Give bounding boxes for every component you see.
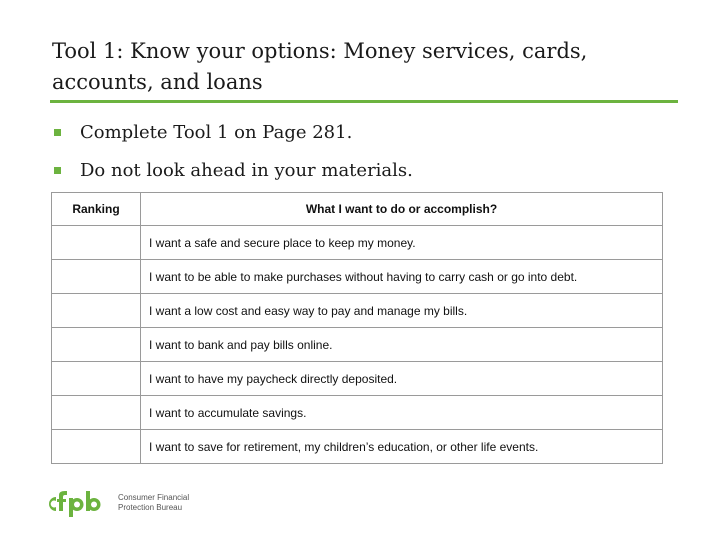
- table-header-row: [52, 193, 663, 226]
- table-row: [52, 396, 663, 430]
- ranking-cell[interactable]: [52, 226, 141, 260]
- square-bullet-icon: [54, 129, 61, 136]
- bullet-text: Complete Tool 1 on Page 281.: [80, 122, 353, 143]
- header-ranking: Ranking: [52, 193, 141, 226]
- table-row: [52, 294, 663, 328]
- logo-line-2: Protection Bureau: [118, 503, 183, 512]
- table-row: [52, 430, 663, 464]
- options-table: [51, 192, 663, 464]
- bullet-item: [54, 122, 413, 144]
- goal-cell: I want a safe and secure place to keep my money.: [141, 226, 663, 260]
- goal-cell: I want to have my paycheck directly deposited.: [141, 362, 663, 396]
- table-row: [52, 260, 663, 294]
- table-row: [52, 328, 663, 362]
- ranking-cell[interactable]: [52, 294, 141, 328]
- goal-cell: I want to bank and pay bills online.: [141, 328, 663, 362]
- goal-cell: I want to save for retirement, my children’s education, or other life events.: [141, 430, 663, 464]
- title-divider: [50, 100, 678, 103]
- slide-title: Tool 1: Know your options: Money services, cards, accounts, and loans: [52, 39, 588, 94]
- ranking-cell[interactable]: [52, 328, 141, 362]
- header-goal: What I want to do or accomplish?: [141, 193, 663, 226]
- bullet-text: Do not look ahead in your materials.: [80, 160, 413, 181]
- cfpb-logo-icon: [44, 487, 110, 519]
- logo-wordmark: [118, 493, 189, 513]
- ranking-cell[interactable]: [52, 430, 141, 464]
- cfpb-logo: [44, 487, 189, 519]
- table-row: [52, 362, 663, 396]
- table-row: [52, 226, 663, 260]
- logo-line-1: Consumer Financial: [118, 493, 190, 502]
- ranking-cell[interactable]: [52, 396, 141, 430]
- square-bullet-icon: [54, 167, 61, 174]
- ranking-cell[interactable]: [52, 362, 141, 396]
- goal-cell: I want to be able to make purchases without having to carry cash or go into debt.: [141, 260, 663, 294]
- goal-cell: I want to accumulate savings.: [141, 396, 663, 430]
- bullet-item: [54, 160, 413, 182]
- bullet-list: [54, 122, 413, 198]
- ranking-cell[interactable]: [52, 260, 141, 294]
- goal-cell: I want a low cost and easy way to pay and manage my bills.: [141, 294, 663, 328]
